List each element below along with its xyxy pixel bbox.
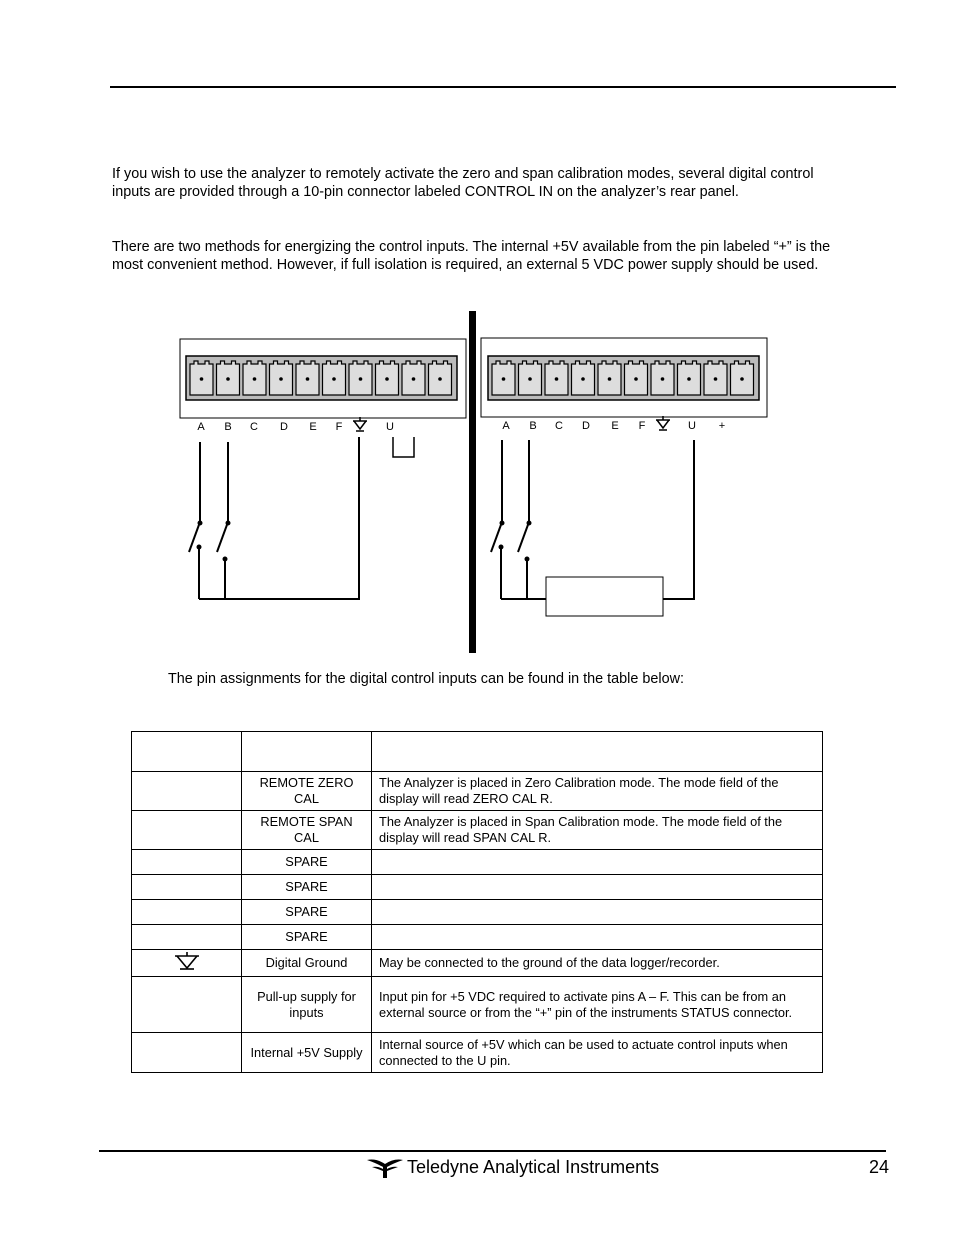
pin-contact: [634, 377, 638, 381]
ground-symbol-icon: [656, 416, 670, 430]
pin-assignment-table: [131, 731, 823, 1073]
pin-contact: [502, 377, 506, 381]
description-cell: [372, 900, 823, 925]
pin-contact: [385, 377, 389, 381]
pin-contact: [661, 377, 665, 381]
pin-cell: [132, 925, 242, 950]
description-cell: The Analyzer is placed in Span Calibration mode. The mode field of the display will read SPAN CAL R.: [372, 811, 823, 850]
description-cell: Internal source of +5V which can be used to actuate control inputs when connected to the U pin.: [372, 1033, 823, 1073]
pin-label: F: [335, 421, 343, 433]
external-power-supply-box: [546, 577, 663, 616]
footer-page-number: 24: [869, 1157, 890, 1177]
pin-cell: [132, 850, 242, 875]
pin-label: E: [611, 420, 619, 432]
status-cell: SPARE: [242, 900, 372, 925]
diagram-divider: [469, 311, 476, 653]
pin-label: A: [502, 420, 510, 432]
table-row: [132, 1033, 823, 1073]
pin-label: +: [718, 420, 726, 432]
table-row: [132, 850, 823, 875]
pin-contact: [581, 377, 585, 381]
description-cell: May be connected to the ground of the data logger/recorder.: [372, 950, 823, 977]
description-cell: Input pin for +5 VDC required to activate pins A – F. This can be from an external source or from the “+” pin of the instruments STATUS connector.: [372, 977, 823, 1033]
pin-contact: [687, 377, 691, 381]
status-cell: Internal +5V Supply: [242, 1033, 372, 1073]
pin-label: U: [386, 421, 394, 433]
pin-cell: [132, 900, 242, 925]
pin-cell: [132, 772, 242, 811]
header-cell: [242, 732, 372, 772]
status-cell: Digital Ground: [242, 950, 372, 977]
pin-label: D: [280, 421, 288, 433]
pin-label: C: [250, 421, 258, 433]
pin-contact: [714, 377, 718, 381]
table-row: [132, 900, 823, 925]
pin-label: B: [224, 421, 232, 433]
header-cell: [372, 732, 823, 772]
status-cell: REMOTE SPAN CAL: [242, 811, 372, 850]
ground-symbol-icon: [353, 417, 367, 431]
pin-cell: [132, 1033, 242, 1073]
pin-cell: [132, 977, 242, 1033]
table-row: [132, 875, 823, 900]
pin-contact: [279, 377, 283, 381]
table-row: [132, 925, 823, 950]
pin-contact: [226, 377, 230, 381]
left-wiring: [189, 437, 414, 599]
header-cell: [132, 732, 242, 772]
description-cell: [372, 925, 823, 950]
right-wiring: [491, 440, 694, 599]
description-cell: [372, 850, 823, 875]
table-row: [132, 811, 823, 850]
pin-contact: [253, 377, 257, 381]
pin-contact: [359, 377, 363, 381]
methods-paragraph: There are two methods for energizing the control inputs. The internal +5V available from the pin labeled “+” is the most convenient method. However, if full isolation is required, an external 5 VDC power supply should be used.: [112, 239, 831, 274]
pin-label: D: [582, 420, 590, 432]
footer-rule: [99, 1150, 886, 1152]
pin-contact: [438, 377, 442, 381]
right-connector: [481, 338, 767, 417]
pin-contact: [412, 377, 416, 381]
pin-label: F: [638, 420, 646, 432]
table-row: [132, 772, 823, 811]
table-header-row: [132, 732, 823, 772]
pin-cell: [132, 950, 242, 977]
left-connector: [180, 339, 466, 418]
pin-contact: [740, 377, 744, 381]
pin-contact: [332, 377, 336, 381]
pin-label: B: [529, 420, 537, 432]
status-cell: Pull-up supply for inputs: [242, 977, 372, 1033]
pin-label: E: [309, 421, 317, 433]
table-row: [132, 977, 823, 1033]
footer-company-name: Teledyne Analytical Instruments: [407, 1157, 660, 1177]
pin-contact: [200, 377, 204, 381]
status-cell: REMOTE ZERO CAL: [242, 772, 372, 811]
status-cell: SPARE: [242, 875, 372, 900]
table-row: [132, 950, 823, 977]
pin-contact: [608, 377, 612, 381]
pin-contact: [555, 377, 559, 381]
teledyne-logo-icon: [366, 1156, 404, 1180]
table-caption: The pin assignments for the digital control inputs can be found in the table below:: [168, 671, 684, 687]
ground-symbol-icon: [174, 952, 200, 970]
header-rule: [110, 86, 896, 88]
control-input-wiring-diagram: [0, 300, 954, 660]
pin-cell: [132, 875, 242, 900]
pin-cell: [132, 811, 242, 850]
pin-contact: [528, 377, 532, 381]
pin-contact: [306, 377, 310, 381]
description-cell: [372, 875, 823, 900]
pin-label: C: [555, 420, 563, 432]
pin-label: U: [688, 420, 696, 432]
intro-paragraph: If you wish to use the analyzer to remotely activate the zero and span calibration modes, several digital control inputs are provided through a 10-pin connector labeled CONTROL IN on the analyzer’s rear panel.: [112, 166, 814, 201]
status-cell: SPARE: [242, 850, 372, 875]
status-cell: SPARE: [242, 925, 372, 950]
pin-label: A: [197, 421, 205, 433]
description-cell: The Analyzer is placed in Zero Calibration mode. The mode field of the display will read ZERO CAL R.: [372, 772, 823, 811]
